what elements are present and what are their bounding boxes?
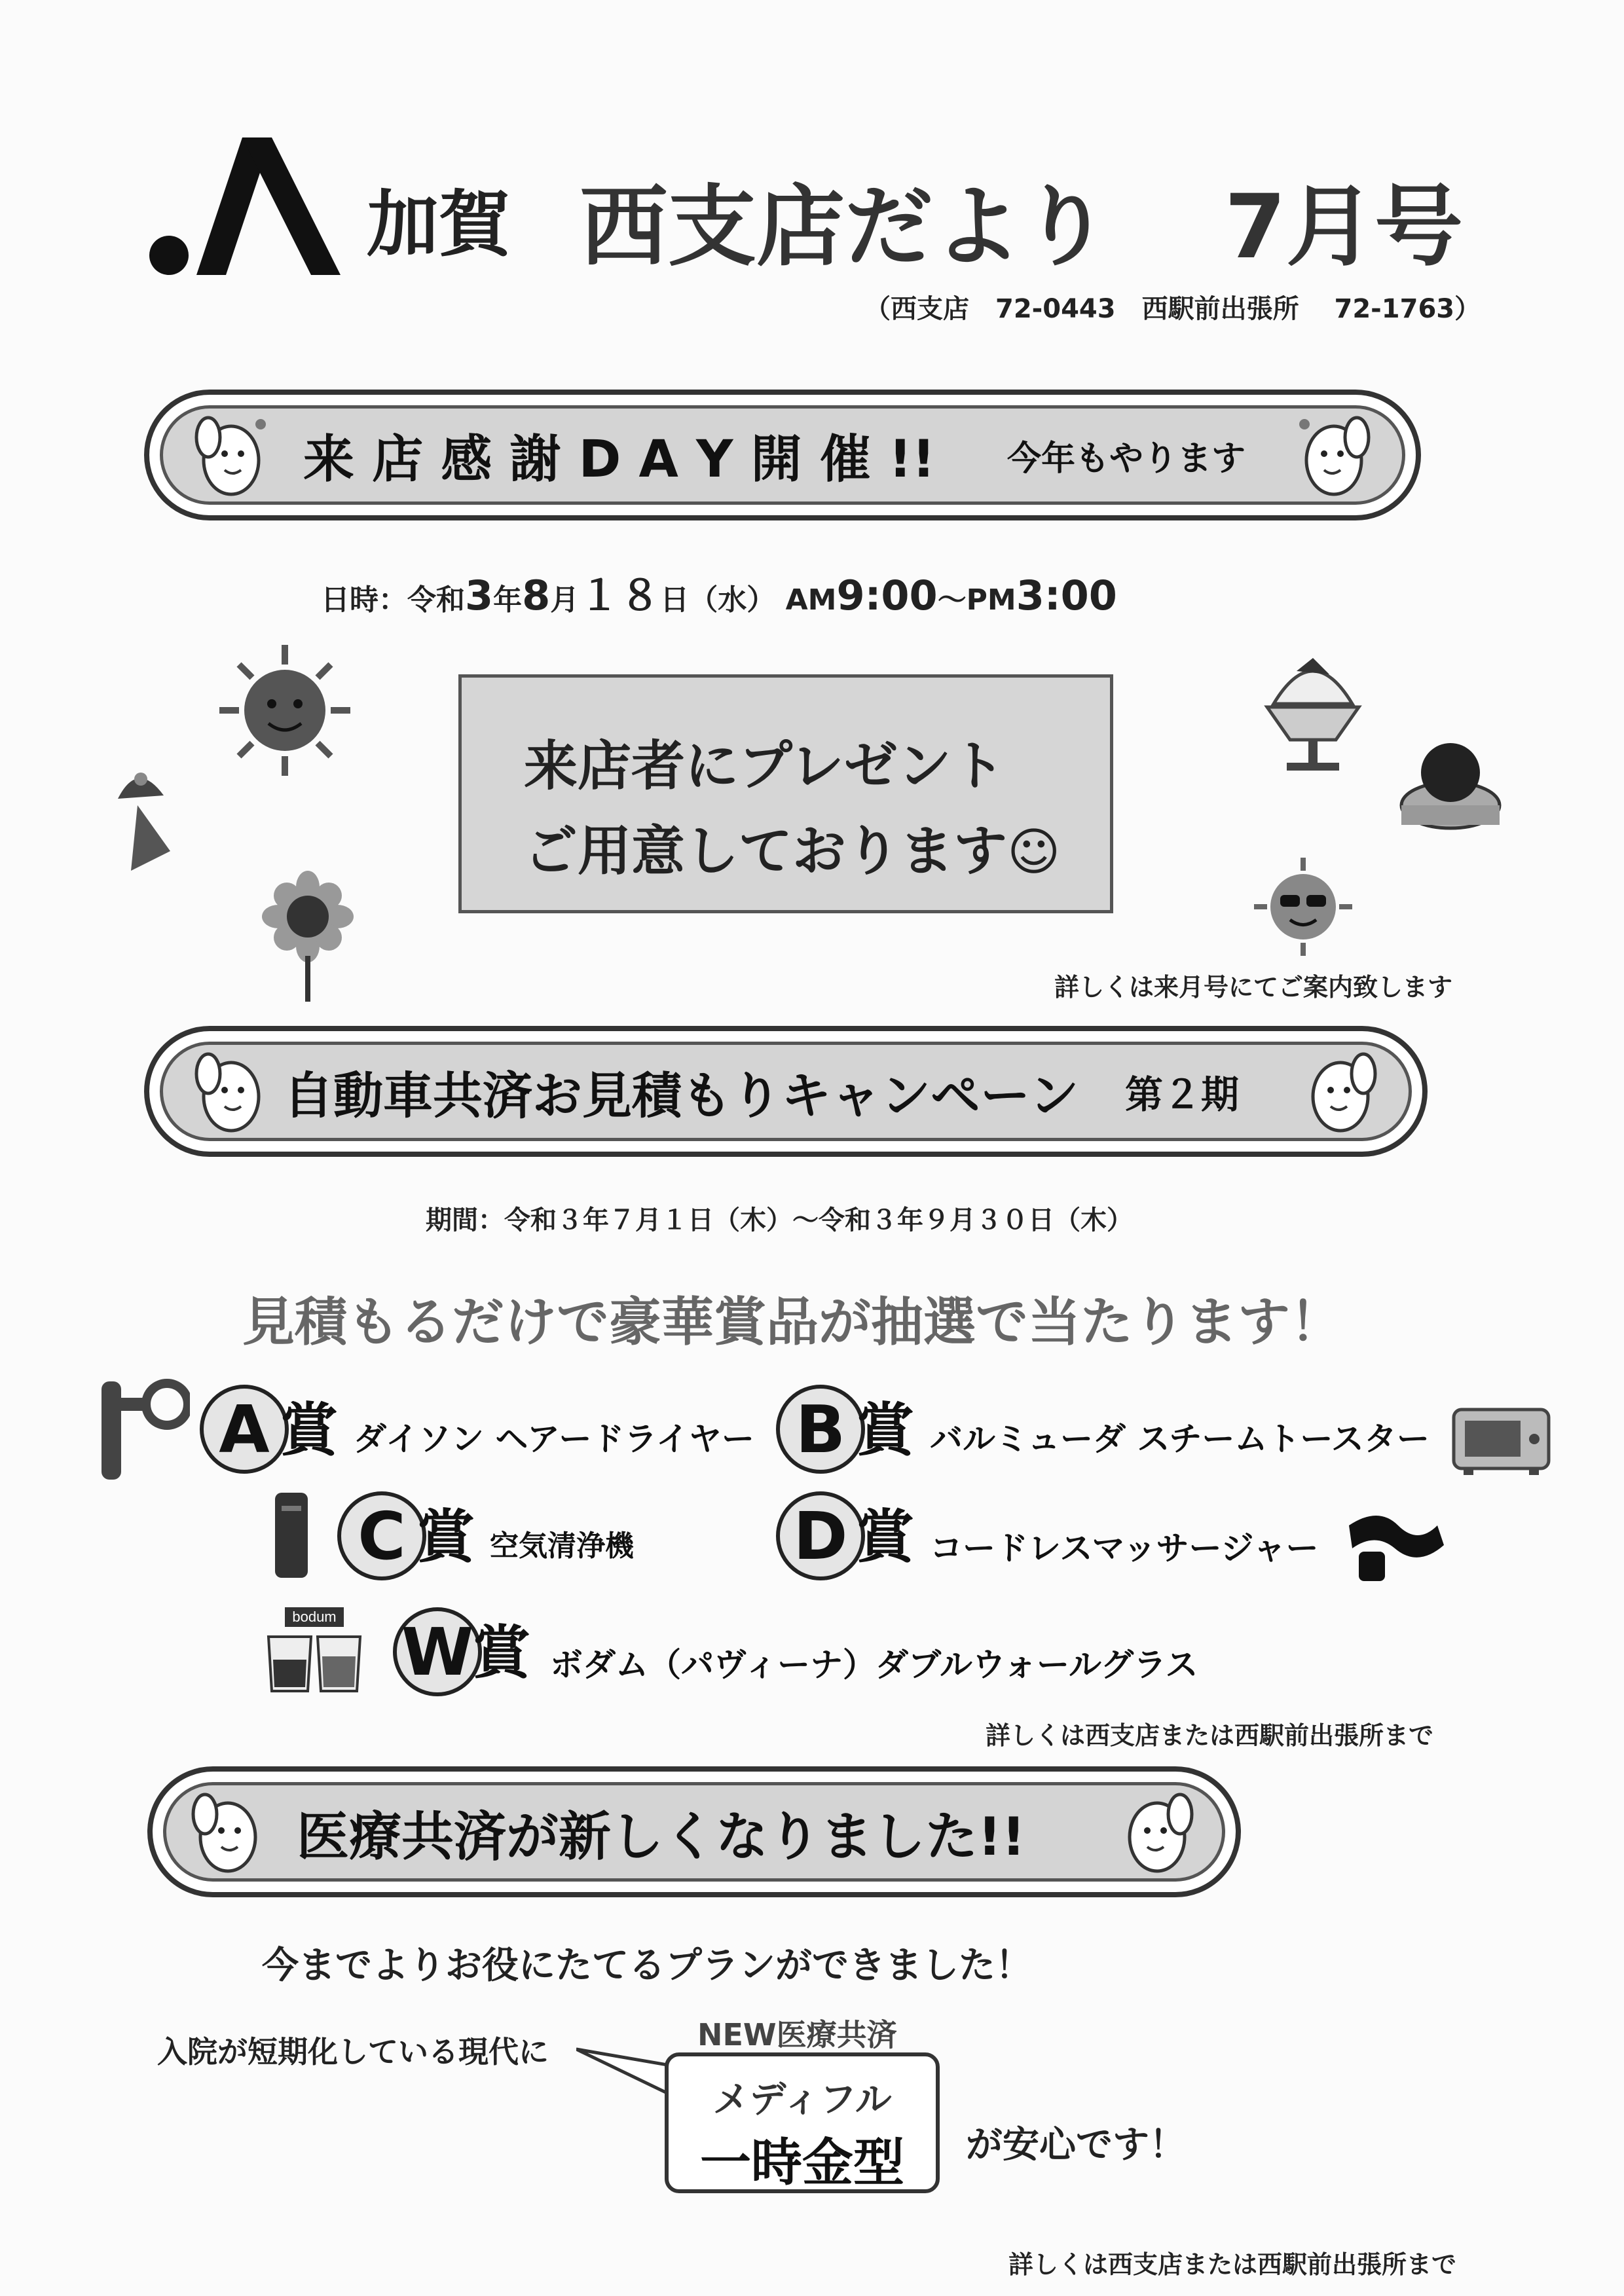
prize-name-a: ダイソン ヘアードライヤー	[354, 1420, 754, 1458]
prize-letter-b: B	[776, 1385, 865, 1474]
present-line-2	[524, 809, 1060, 885]
shaved-ice-icon	[1257, 645, 1369, 778]
prize-name-b: バルミューダ スチームトースター	[930, 1420, 1430, 1458]
present-box	[458, 674, 1113, 913]
mascot-icon	[185, 1785, 270, 1879]
product-line-2: 一時金型	[699, 2134, 904, 2193]
banner-medical	[147, 1766, 1241, 1897]
mascot-icon	[189, 1044, 274, 1139]
datetime-am: AM	[785, 583, 837, 617]
section3-note: 詳しくは西支店または西駅前出張所まで	[1008, 2250, 1457, 2279]
contact-numbers: （西支店 72-0443 西駅前出張所 72-1763）	[864, 294, 1481, 324]
prize-label-a: 賞	[280, 1396, 339, 1464]
banner-title: 来 店 感 謝 D A Y 開 催 !!	[303, 430, 936, 489]
logo-text: 加賀	[367, 183, 511, 266]
wind-chime-icon	[98, 759, 190, 880]
prize-label-d: 賞	[857, 1503, 915, 1571]
mascot-icon	[1115, 1785, 1200, 1879]
datetime-year-unit: 年	[493, 583, 523, 617]
datetime-era: 令和	[407, 583, 465, 617]
smiley-icon: ☺	[1007, 823, 1061, 882]
event-datetime	[321, 563, 1117, 621]
prize-name-w: ボダム（パヴィーナ）ダブルウォールグラス	[550, 1646, 1198, 1684]
newsletter-title: 西支店だより	[580, 175, 1110, 278]
banner-car-campaign	[144, 1026, 1428, 1157]
product-box	[665, 2052, 940, 2193]
prize-letter-d: D	[776, 1491, 865, 1580]
prize-letter-a: A	[200, 1385, 289, 1474]
hair-dryer-icon	[92, 1372, 190, 1485]
medical-subtitle: 今までよりお役にたてるプランができました！	[262, 1944, 1032, 1987]
datetime-day: １８	[579, 572, 661, 619]
massager-icon	[1339, 1499, 1450, 1594]
ja-logo	[144, 137, 341, 278]
prize-name-c: 空気清浄機	[490, 1529, 634, 1563]
sun-sunglasses-icon	[1251, 854, 1356, 962]
sun-icon	[216, 642, 354, 782]
issue-label: 7月号	[1225, 175, 1463, 278]
datetime-pm: ～PM	[937, 583, 1016, 617]
sunflower-icon	[262, 871, 354, 1004]
banner-title: 医療共済が新しくなりました!!	[297, 1806, 1025, 1867]
mascot-icon	[189, 408, 274, 502]
mascot-icon	[1291, 408, 1376, 502]
datetime-month-unit: 月	[550, 583, 580, 617]
callout-left-text: 入院が短期化している現代に	[157, 2034, 549, 2069]
campaign-period: 期間：令和３年７月１日（木）～令和３年９月３０日（木）	[426, 1205, 1133, 1235]
banner-customer-day	[144, 390, 1421, 520]
callout-pointer	[576, 2043, 674, 2102]
prize-letter-c: C	[337, 1491, 426, 1580]
present-line-1: 来店者にプレゼント	[524, 735, 1005, 797]
mascot-icon	[1298, 1044, 1383, 1139]
product-line-1: メディフル	[712, 2079, 892, 2121]
prize-label-c: 賞	[417, 1503, 475, 1571]
banner-title: 自動車共済お見積もりキャンペーン	[284, 1066, 1079, 1125]
prize-letter-w: W	[393, 1607, 482, 1696]
bodum-logo: bodum	[285, 1607, 344, 1627]
datetime-start: 9:00	[836, 572, 938, 619]
datetime-year: 3	[465, 572, 494, 619]
glass-icon	[265, 1607, 363, 1696]
datetime-month: 8	[522, 572, 551, 619]
air-purifier-icon	[268, 1489, 314, 1584]
campaign-headline: 見積もるだけで豪華賞品が抽選で当たります！	[242, 1292, 1342, 1353]
section2-note: 詳しくは西支店または西駅前出張所まで	[986, 1721, 1434, 1750]
present-line-2-text: ご用意しております	[524, 820, 1008, 883]
section1-note: 詳しくは来月号にてご案内致します	[1054, 973, 1453, 1002]
reassure-text: が安心です！	[966, 2124, 1186, 2166]
banner-subtitle: 第２期	[1125, 1072, 1240, 1117]
banner-subtitle: 今年もやります	[1007, 439, 1246, 479]
datetime-weekday: 日（水）	[660, 583, 776, 617]
fruit-cake-icon	[1395, 733, 1506, 847]
prize-name-d: コードレスマッサージャー	[930, 1529, 1319, 1567]
new-medical-label: NEW医療共済	[697, 2017, 897, 2052]
datetime-end: 3:00	[1016, 572, 1117, 619]
datetime-label: 日時：	[321, 583, 407, 617]
prize-label-b: 賞	[857, 1396, 915, 1464]
toaster-icon	[1450, 1406, 1552, 1481]
prize-label-w: 賞	[473, 1619, 531, 1686]
